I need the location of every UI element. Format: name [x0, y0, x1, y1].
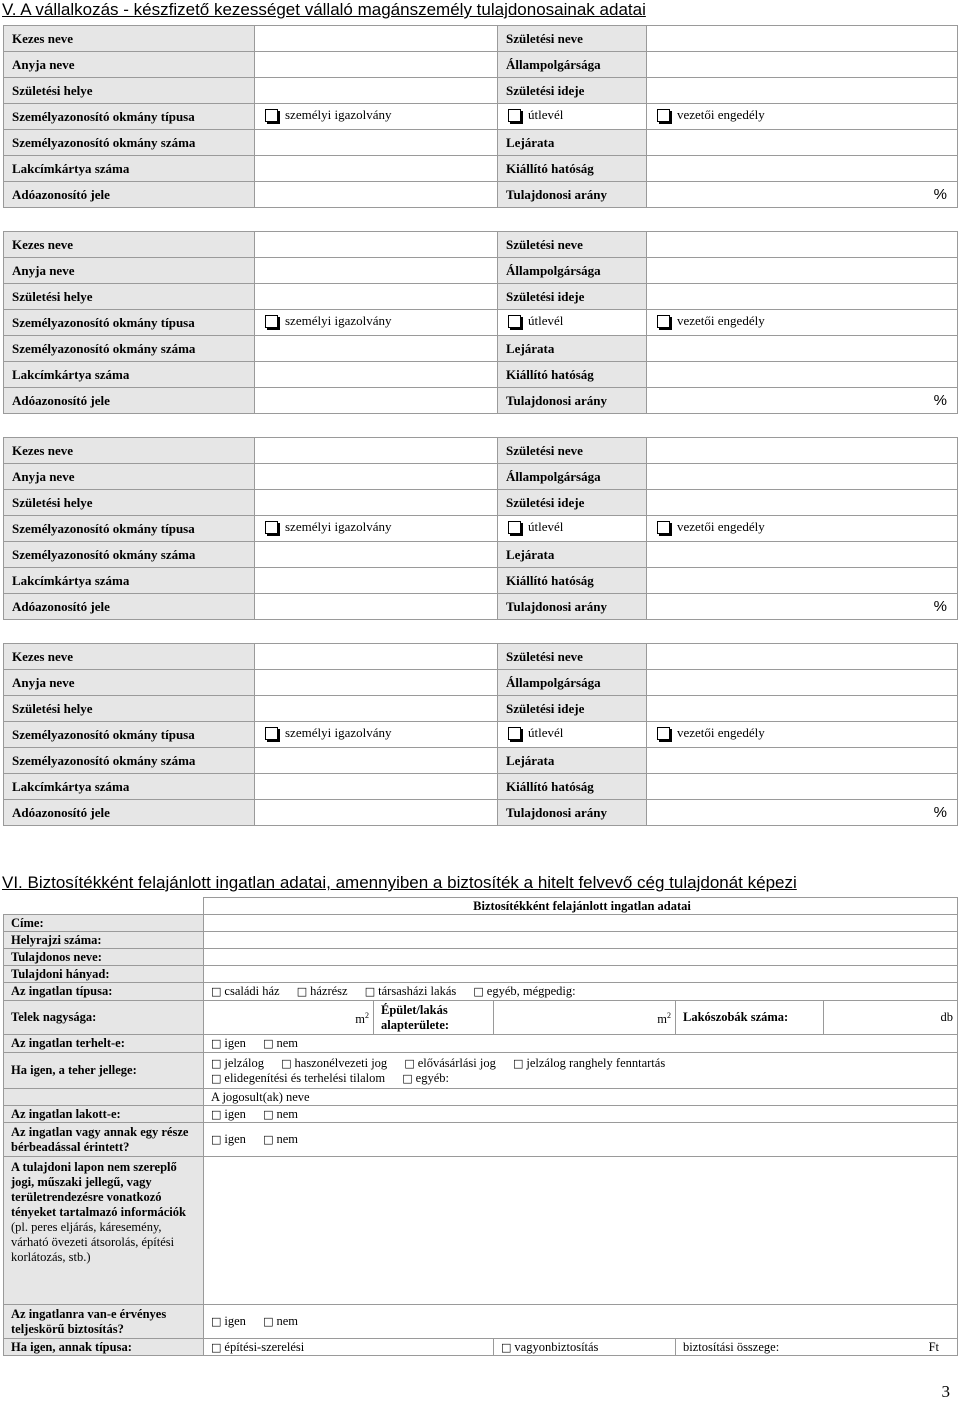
address-card-label: Lakcímkártya száma [4, 362, 255, 388]
mother-name-label: Anyja neve [4, 464, 255, 490]
birth-name-label: Születési neve [498, 644, 647, 670]
birth-place-label: Születési helye [4, 490, 255, 516]
checkbox-icon [508, 521, 521, 534]
encumbered-yes[interactable] [211, 1036, 246, 1051]
mother-name-field[interactable] [255, 258, 498, 284]
birth-date-field[interactable] [647, 284, 958, 310]
property-type-condo[interactable] [365, 984, 457, 999]
property-table [3, 897, 958, 1356]
id-doc-option-id-card[interactable] [255, 104, 498, 130]
checkbox-icon [657, 727, 670, 740]
address-card-label: Lakcímkártya száma [4, 568, 255, 594]
option-label: családi ház [224, 984, 280, 998]
option-label: vezetői engedély [677, 313, 765, 329]
tax-id-field[interactable] [255, 182, 498, 208]
option-label: igen [224, 1132, 246, 1146]
option-label: személyi igazolvány [285, 519, 392, 535]
owner-name-label: Tulajdonos neve: [4, 949, 204, 966]
option-label: társasházi lakás [378, 984, 457, 998]
birth-name-field[interactable] [647, 644, 958, 670]
property-type-label: Az ingatlan típusa: [4, 983, 204, 1001]
property-table-spacer [4, 898, 204, 915]
birth-place-field[interactable] [255, 696, 498, 722]
issuing-authority-label: Kiállító hatóság [498, 156, 647, 182]
birth-date-field[interactable] [647, 78, 958, 104]
percent-sign: % [933, 804, 947, 821]
ownership-ratio-field[interactable] [647, 182, 958, 208]
id-doc-option-passport[interactable] [498, 310, 647, 336]
id-doc-number-label: Személyazonosító okmány száma [4, 336, 255, 362]
birth-place-label: Születési helye [4, 696, 255, 722]
citizenship-field[interactable] [647, 52, 958, 78]
occupied-label: Az ingatlan lakott-e: [4, 1106, 204, 1123]
birth-place-label: Születési helye [4, 284, 255, 310]
occupied-yes[interactable] [211, 1107, 246, 1122]
guarantor-name-label: Kezes neve [4, 438, 255, 464]
id-doc-number-label: Személyazonosító okmány száma [4, 130, 255, 156]
id-doc-number-label: Személyazonosító okmány száma [4, 748, 255, 774]
percent-sign: % [933, 598, 947, 615]
birth-place-label: Születési helye [4, 78, 255, 104]
expiry-label: Lejárata [498, 130, 647, 156]
citizenship-label: Állampolgársága [498, 670, 647, 696]
ownership-ratio-label: Tulajdonosi arány [498, 388, 647, 414]
ownership-ratio-field[interactable] [647, 388, 958, 414]
tax-id-field[interactable] [255, 594, 498, 620]
birth-place-field[interactable] [255, 78, 498, 104]
id-doc-option-driving-licence[interactable] [647, 310, 958, 336]
charge-row-1 [211, 1056, 953, 1071]
tax-id-field[interactable] [255, 800, 498, 826]
checkbox-icon: □ [211, 1340, 222, 1354]
page-number: 3 [941, 1382, 950, 1401]
insurance-amount-field[interactable] [676, 1339, 958, 1356]
expiry-field[interactable] [647, 748, 958, 774]
ownership-ratio-label: Tulajdonosi arány [498, 594, 647, 620]
insurance-no[interactable] [263, 1314, 298, 1329]
option-label: építési-szerelési [224, 1339, 305, 1354]
issuing-authority-label: Kiállító hatóság [498, 774, 647, 800]
tax-id-label: Adóazonosító jele [4, 800, 255, 826]
charge-usufruct[interactable] [281, 1056, 387, 1071]
checkbox-icon: □ [404, 1056, 415, 1070]
checkbox-icon: □ [473, 985, 484, 998]
encumbered-no[interactable] [263, 1036, 298, 1051]
option-label: nem [276, 1314, 298, 1328]
checkbox-icon [265, 315, 278, 328]
citizenship-field[interactable] [647, 258, 958, 284]
address-card-field[interactable] [255, 774, 498, 800]
option-label: útlevél [528, 519, 564, 535]
owner-name-field[interactable] [204, 949, 958, 966]
option-label: vagyonbiztosítás [514, 1339, 599, 1354]
id-doc-option-id-card[interactable] [255, 516, 498, 542]
id-doc-option-driving-licence[interactable] [647, 516, 958, 542]
checkbox-icon: □ [263, 1133, 274, 1146]
rooms-label: Lakószobák száma: [676, 1001, 824, 1035]
percent-sign: % [933, 186, 947, 203]
option-label: személyi igazolvány [285, 725, 392, 741]
guarantor-name-label: Kezes neve [4, 644, 255, 670]
floor-area-field[interactable] [494, 1001, 676, 1035]
charge-preemption[interactable] [404, 1056, 496, 1071]
extra-facts-field[interactable] [204, 1157, 958, 1305]
id-doc-number-field[interactable] [255, 748, 498, 774]
mother-name-field[interactable] [255, 52, 498, 78]
checkbox-icon: □ [211, 1071, 222, 1085]
leased-label: Az ingatlan vagy annak egy része bérbeadással érintett? [4, 1123, 204, 1157]
option-label: útlevél [528, 107, 564, 123]
id-doc-option-id-card[interactable] [255, 722, 498, 748]
beneficiary-name-field[interactable] [204, 1089, 958, 1106]
option-label: jelzálog [224, 1055, 264, 1070]
ownership-share-field[interactable] [204, 966, 958, 983]
address-card-field[interactable] [255, 568, 498, 594]
option-label: vezetői engedély [677, 725, 765, 741]
ownership-ratio-field[interactable] [647, 800, 958, 826]
encumbered-label: Az ingatlan terhelt-e: [4, 1035, 204, 1053]
citizenship-label: Állampolgársága [498, 258, 647, 284]
checkbox-icon [265, 521, 278, 534]
guarantor-block-4 [3, 643, 958, 826]
checkbox-icon [657, 315, 670, 328]
property-type-other[interactable] [473, 984, 575, 999]
option-label: nem [276, 1036, 298, 1050]
property-type-family-house[interactable] [211, 984, 280, 999]
checkbox-icon [508, 315, 521, 328]
tax-id-field[interactable] [255, 388, 498, 414]
option-label: személyi igazolvány [285, 107, 392, 123]
guarantor-block-1 [3, 25, 958, 208]
id-doc-option-passport[interactable] [498, 104, 647, 130]
birth-name-label: Születési neve [498, 232, 647, 258]
option-label: igen [224, 1036, 246, 1050]
id-doc-number-label: Személyazonosító okmány száma [4, 542, 255, 568]
birth-date-field[interactable] [647, 490, 958, 516]
charge-type-label: Ha igen, a teher jellege: [4, 1053, 204, 1089]
id-doc-option-driving-licence[interactable] [647, 722, 958, 748]
m2-unit: $m^2$ [355, 1010, 369, 1027]
id-doc-type-label: Személyazonosító okmány típusa [4, 516, 255, 542]
m2-unit: $m^2$ [657, 1010, 671, 1027]
floor-area-label: Épület/lakás alapterülete: [374, 1001, 494, 1035]
id-doc-number-field[interactable] [255, 336, 498, 362]
checkbox-icon: □ [263, 1315, 274, 1328]
expiry-label: Lejárata [498, 336, 647, 362]
charge-alienation-ban[interactable] [211, 1071, 385, 1086]
id-doc-type-label: Személyazonosító okmány típusa [4, 104, 255, 130]
birth-date-field[interactable] [647, 696, 958, 722]
insurance-amount-label: biztosítási összege: [683, 1339, 780, 1354]
insurance-label: Az ingatlanra van-e érvényes teljeskörű biztosítás? [4, 1305, 204, 1339]
beneficiary-spacer [4, 1089, 204, 1106]
guarantor-name-field[interactable] [255, 438, 498, 464]
expiry-field[interactable] [647, 542, 958, 568]
tax-id-label: Adóazonosító jele [4, 594, 255, 620]
plot-size-label: Telek nagysága: [4, 1001, 204, 1035]
property-type-house-part[interactable] [297, 984, 348, 999]
checkbox-icon: □ [211, 1133, 222, 1146]
percent-sign: % [933, 392, 947, 409]
birth-name-label: Születési neve [498, 438, 647, 464]
mother-name-field[interactable] [255, 464, 498, 490]
checkbox-icon: □ [501, 1340, 512, 1354]
address-card-field[interactable] [255, 362, 498, 388]
mother-name-field[interactable] [255, 670, 498, 696]
id-doc-type-label: Személyazonosító okmány típusa [4, 722, 255, 748]
option-label: haszonélvezeti jog [294, 1055, 388, 1070]
leased-options [204, 1123, 958, 1157]
ownership-ratio-label: Tulajdonosi arány [498, 182, 647, 208]
tax-id-label: Adóazonosító jele [4, 182, 255, 208]
id-doc-number-field[interactable] [255, 130, 498, 156]
citizenship-field[interactable] [647, 670, 958, 696]
birth-date-label: Születési ideje [498, 284, 647, 310]
birth-name-field[interactable] [647, 438, 958, 464]
option-label: igen [224, 1106, 246, 1121]
option-label: jelzálog ranghely fenntartás [526, 1055, 666, 1070]
checkbox-icon: □ [281, 1056, 292, 1070]
birth-name-label: Születési neve [498, 26, 647, 52]
checkbox-icon [657, 521, 670, 534]
birth-place-field[interactable] [255, 490, 498, 516]
option-label: útlevél [528, 313, 564, 329]
leased-no[interactable] [263, 1132, 298, 1147]
birth-place-field[interactable] [255, 284, 498, 310]
ft-unit: Ft [928, 1339, 940, 1354]
insurance-options [204, 1305, 958, 1339]
birth-date-label: Születési ideje [498, 78, 647, 104]
section-5-title: V. A vállalkozás - készfizető kezességet vállaló magánszemély tulajdonosainak adatai [2, 0, 646, 19]
guarantor-block-3 [3, 437, 958, 620]
section-6-title: VI. Biztosítékként felajánlott ingatlan adatai, amennyiben a biztosíték a hitelt felvevő cég tulajdonát képezi [2, 873, 797, 892]
issuing-authority-field[interactable] [647, 568, 958, 594]
insurance-yes[interactable] [211, 1314, 246, 1329]
checkbox-icon: □ [211, 985, 222, 998]
option-label: nem [276, 1132, 298, 1146]
option-label: igen [224, 1314, 246, 1328]
plot-size-field[interactable] [204, 1001, 374, 1035]
extra-facts-label: A tulajdoni lapon nem szereplő jogi, műszaki jellegű, vagy területrendezésre vonatkozó tényeket tartalmazó információk (pl. peres eljárás, káresemény, várható övezeti átsorolás, építési korlátozás, stb.) [4, 1157, 204, 1305]
option-label: vezetői engedély [677, 519, 765, 535]
checkbox-icon [508, 727, 521, 740]
guarantor-name-field[interactable] [255, 26, 498, 52]
option-label: házrész [310, 984, 348, 998]
leased-yes[interactable] [211, 1132, 246, 1147]
mother-name-label: Anyja neve [4, 258, 255, 284]
issuing-authority-label: Kiállító hatóság [498, 362, 647, 388]
guarantor-name-field[interactable] [255, 232, 498, 258]
option-label: nem [276, 1106, 298, 1121]
issuing-authority-label: Kiállító hatóság [498, 568, 647, 594]
ownership-ratio-field[interactable] [647, 594, 958, 620]
option-label: egyéb: [415, 1070, 449, 1085]
expiry-field[interactable] [647, 130, 958, 156]
option-label: elővásárlási jog [417, 1055, 496, 1070]
parcel-number-label: Helyrajzi száma: [4, 932, 204, 949]
birth-name-field[interactable] [647, 26, 958, 52]
beneficiary-name-label: A jogosult(ak) neve [211, 1089, 310, 1104]
ownership-share-label: Tulajdoni hányad: [4, 966, 204, 983]
charge-rank-reservation[interactable] [513, 1056, 665, 1071]
address-card-label: Lakcímkártya száma [4, 156, 255, 182]
charge-type-options [204, 1053, 958, 1089]
expiry-field[interactable] [647, 336, 958, 362]
checkbox-icon: □ [211, 1037, 222, 1050]
checkbox-icon [265, 109, 278, 122]
occupied-options [204, 1106, 958, 1123]
birth-name-field[interactable] [647, 232, 958, 258]
expiry-label: Lejárata [498, 542, 647, 568]
option-label: vezetői engedély [677, 107, 765, 123]
mother-name-label: Anyja neve [4, 52, 255, 78]
db-unit: db [940, 1010, 954, 1024]
issuing-authority-field[interactable] [647, 774, 958, 800]
address-label: Címe: [4, 915, 204, 932]
checkbox-icon: □ [263, 1107, 274, 1121]
checkbox-icon: □ [512, 1056, 524, 1070]
checkbox-icon [657, 109, 670, 122]
checkbox-icon: □ [263, 1037, 274, 1050]
guarantor-name-field[interactable] [255, 644, 498, 670]
option-label: útlevél [528, 725, 564, 741]
rooms-field[interactable] [824, 1001, 958, 1035]
issuing-authority-field[interactable] [647, 156, 958, 182]
checkbox-icon [508, 109, 521, 122]
guarantor-name-label: Kezes neve [4, 232, 255, 258]
birth-date-label: Születési ideje [498, 490, 647, 516]
id-doc-option-passport[interactable] [498, 516, 647, 542]
option-label: egyéb, mégpedig: [486, 984, 576, 998]
parcel-number-field[interactable] [204, 932, 958, 949]
insurance-type-construction[interactable] [204, 1339, 494, 1356]
option-label: elidegenítési és terhelési tilalom [224, 1070, 386, 1085]
address-card-label: Lakcímkártya száma [4, 774, 255, 800]
birth-date-label: Születési ideje [498, 696, 647, 722]
encumbered-options [204, 1035, 958, 1053]
checkbox-icon: □ [296, 985, 308, 998]
address-card-field[interactable] [255, 156, 498, 182]
id-doc-type-label: Személyazonosító okmány típusa [4, 310, 255, 336]
citizenship-label: Állampolgársága [498, 52, 647, 78]
tax-id-label: Adóazonosító jele [4, 388, 255, 414]
id-doc-option-passport[interactable] [498, 722, 647, 748]
charge-mortgage[interactable] [211, 1056, 264, 1071]
ownership-ratio-label: Tulajdonosi arány [498, 800, 647, 826]
id-doc-option-id-card[interactable] [255, 310, 498, 336]
checkbox-icon: □ [211, 1107, 222, 1121]
checkbox-icon: □ [402, 1071, 413, 1085]
citizenship-field[interactable] [647, 464, 958, 490]
guarantor-name-label: Kezes neve [4, 26, 255, 52]
occupied-no[interactable] [263, 1107, 298, 1122]
id-doc-number-field[interactable] [255, 542, 498, 568]
charge-row-2 [211, 1071, 953, 1086]
citizenship-label: Állampolgársága [498, 464, 647, 490]
mother-name-label: Anyja neve [4, 670, 255, 696]
checkbox-icon: □ [211, 1056, 222, 1070]
checkbox-icon: □ [364, 985, 376, 998]
insurance-type-label: Ha igen, annak típusa: [4, 1339, 204, 1356]
id-doc-option-driving-licence[interactable] [647, 104, 958, 130]
address-field[interactable] [204, 915, 958, 932]
expiry-label: Lejárata [498, 748, 647, 774]
property-type-options [204, 983, 958, 1001]
insurance-type-property[interactable] [494, 1339, 676, 1356]
property-table-title: Biztosítékként felajánlott ingatlan adatai [204, 898, 958, 915]
checkbox-icon [265, 727, 278, 740]
issuing-authority-field[interactable] [647, 362, 958, 388]
option-label: személyi igazolvány [285, 313, 392, 329]
guarantor-block-2 [3, 231, 958, 414]
charge-other[interactable] [402, 1071, 449, 1086]
checkbox-icon: □ [211, 1315, 222, 1328]
